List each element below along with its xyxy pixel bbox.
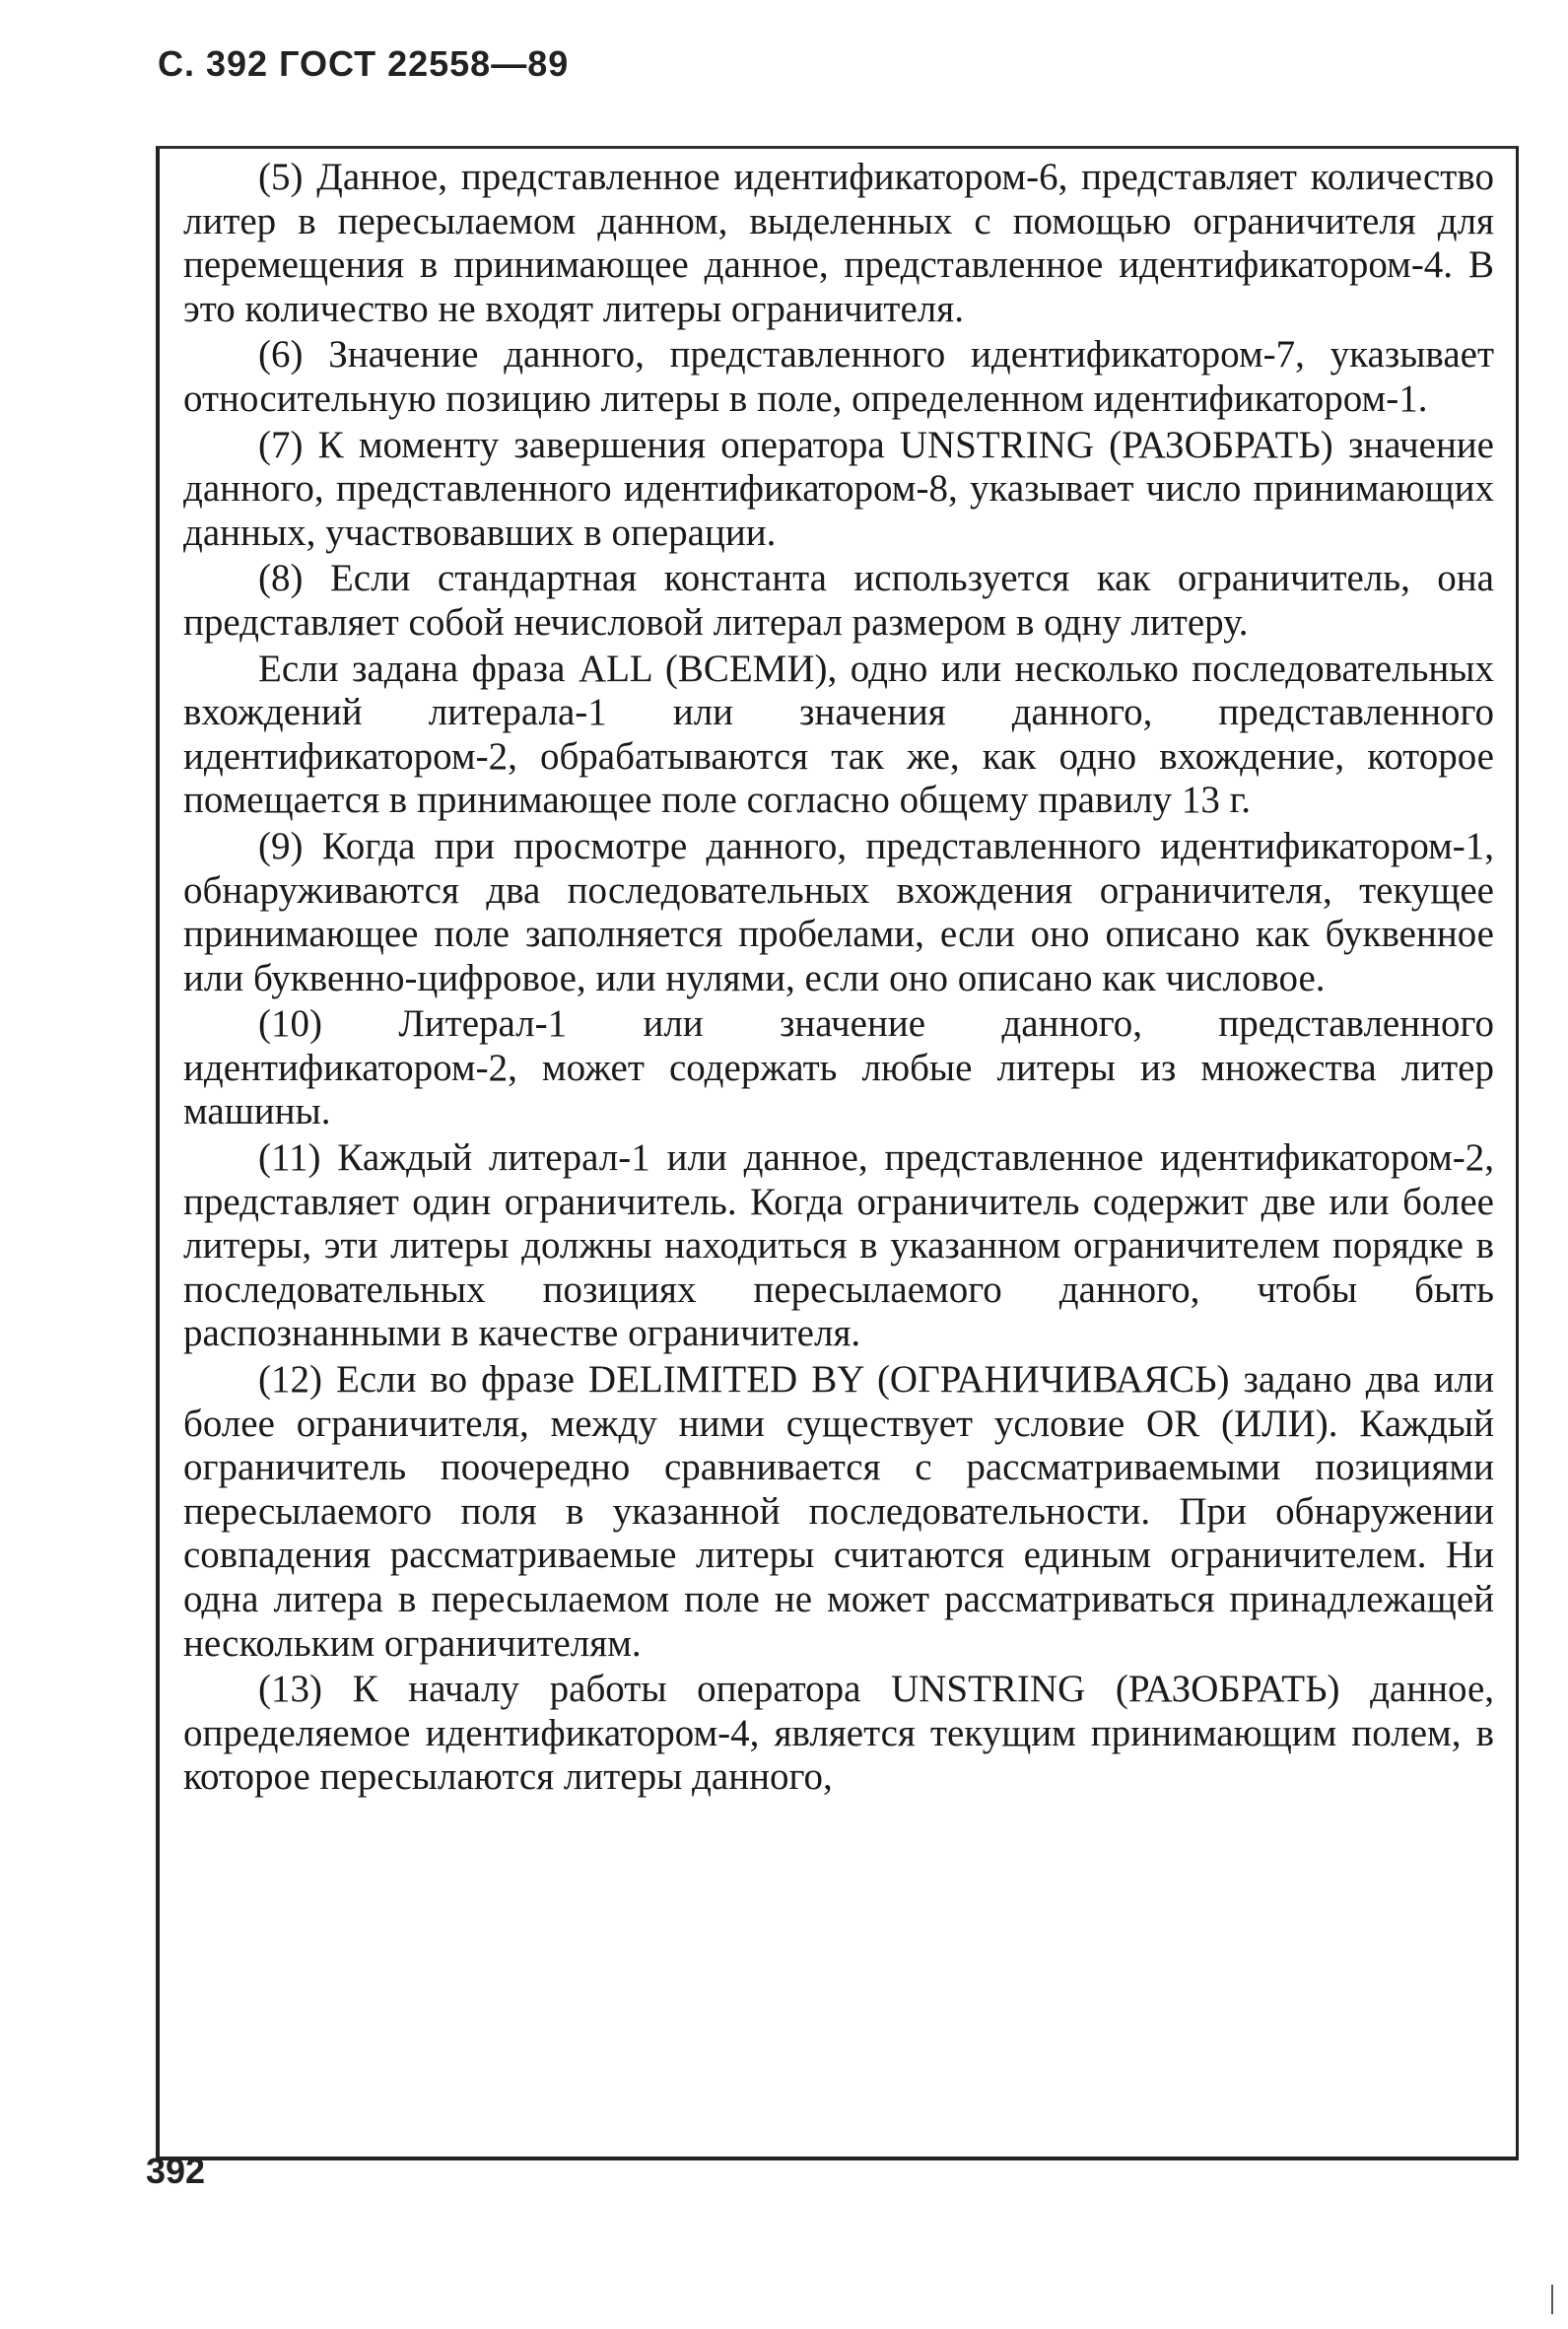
paragraph-9: (9) Когда при просмотре данного, представленного идентификатором-1, обнаруживаются два последовательных вхождения ограничителя, текущее принимающее поле заполняется пробелами, если оно описано как буквенное или буквенно-цифровое, или нулями, если оно описано как числовое. — [183, 824, 1494, 999]
paragraph-12: (12) Если во фразе DELIMITED BY (ОГРАНИЧИВАЯСЬ) задано два или более ограничителя, между ними существует условие OR (ИЛИ). Каждый ограничитель поочередно сравнивается с рассматриваемыми позициями пересылаемого поля в указанной последовательности. При обнаружении совпадения рассматриваемые литеры считаются единым ограничителем. Ни одна литера в пересылаемом поле не может рассматриваться принадлежащей нескольким ограничителям. — [183, 1358, 1494, 1665]
body-text — [183, 156, 1494, 1802]
paragraph-7: (7) К моменту завершения оператора UNSTRING (РАЗОБРАТЬ) значение данного, представленного идентификатором-8, указывает число принимающих данных, участвовавших в операции. — [183, 423, 1494, 554]
scan-edge-mark — [1551, 2285, 1553, 2314]
paragraph-6: (6) Значение данного, представленного идентификатором-7, указывает относительную позицию литеры в поле, определенном идентификатором-1. — [183, 333, 1494, 420]
page-number: 392 — [146, 2151, 206, 2191]
paragraph-11: (11) Каждый литерал-1 или данное, представленное идентификатором-2, представляет один ограничитель. Когда ограничитель содержит две или более литеры, эти литеры должны находиться в указанном ограничителем порядке в последовательных позициях пересылаемого данного, чтобы быть распознанными в качестве ограничителя. — [183, 1136, 1494, 1355]
paragraph-8: (8) Если стандартная константа используется как ограничитель, она представляет собой нечисловой литерал размером в одну литеру. — [183, 557, 1494, 644]
page-header: С. 392 ГОСТ 22558—89 — [158, 43, 570, 84]
paragraph-all: Если задана фраза ALL (ВСЕМИ), одно или несколько последовательных вхождений литерала-1 или значения данного, представленного идентификатором-2, обрабатываются так же, как одно вхождение, которое помещается в принимающее поле согласно общему правилу 13 г. — [183, 647, 1494, 822]
paragraph-10: (10) Литерал-1 или значение данного, представленного идентификатором-2, может содержать любые литеры из множества литер машины. — [183, 1002, 1494, 1133]
paragraph-13: (13) К началу работы оператора UNSTRING (РАЗОБРАТЬ) данное, определяемое идентификатором-4, является текущим принимающим полем, в которое пересылаются литеры данного, — [183, 1668, 1494, 1799]
paragraph-5: (5) Данное, представленное идентификатором-6, представляет количество литер в пересылаемом данном, выделенных с помощью ограничителя для перемещения в принимающее данное, представленное идентификатором-4. В это количество не входят литеры ограничителя. — [183, 156, 1494, 330]
